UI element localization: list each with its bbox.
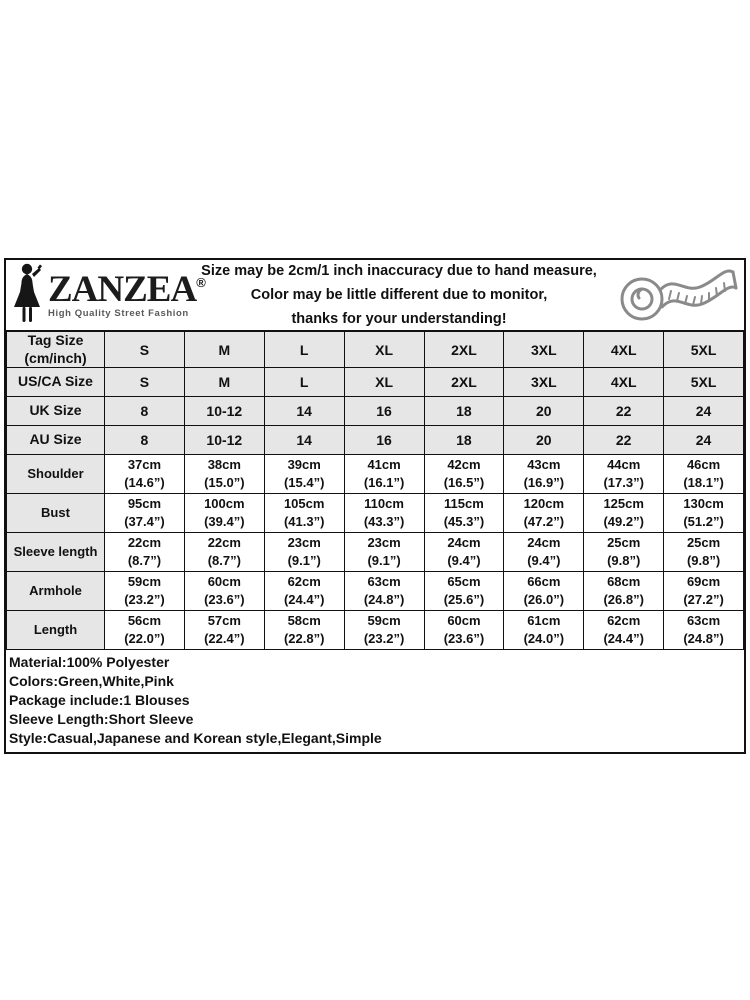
measure-cell: 62cm (24.4”) <box>264 572 344 611</box>
size-cell: 22 <box>584 397 664 426</box>
measure-cell: 22cm (8.7”) <box>184 533 264 572</box>
detail-package: Package include:1 Blouses <box>9 692 190 708</box>
product-details <box>6 650 744 752</box>
size-cell: 18 <box>424 397 504 426</box>
size-cell: M <box>184 368 264 397</box>
measure-cell: 43cm (16.9”) <box>504 455 584 494</box>
measure-cell: 59cm (23.2”) <box>105 572 185 611</box>
measure-cell: 65cm (25.6”) <box>424 572 504 611</box>
measure-cell: 57cm (22.4”) <box>184 611 264 650</box>
size-cell: 16 <box>344 397 424 426</box>
table-row-shoulder <box>7 455 744 494</box>
size-cell: 24 <box>664 426 744 455</box>
table-row-uk-size <box>7 397 744 426</box>
row-label: Bust <box>7 494 105 533</box>
row-label: Sleeve length <box>7 533 105 572</box>
measure-cell: 41cm (16.1”) <box>344 455 424 494</box>
detail-material: Material:100% Polyester <box>9 654 170 670</box>
measure-cell: 23cm (9.1”) <box>344 533 424 572</box>
measure-cell: 39cm (15.4”) <box>264 455 344 494</box>
size-cell: M <box>184 332 264 368</box>
row-label: Tag Size (cm/inch) <box>7 332 105 368</box>
size-cell: 20 <box>504 426 584 455</box>
size-cell: 3XL <box>504 332 584 368</box>
measure-cell: 60cm (23.6”) <box>184 572 264 611</box>
measure-cell: 95cm (37.4”) <box>105 494 185 533</box>
measure-cell: 62cm (24.4”) <box>584 611 664 650</box>
table-row-tag-size <box>7 332 744 368</box>
size-cell: 8 <box>105 426 185 455</box>
measure-cell: 100cm (39.4”) <box>184 494 264 533</box>
measure-cell: 25cm (9.8”) <box>584 533 664 572</box>
size-chart-table <box>6 331 744 650</box>
notice-line-2: Color may be little different due to monitor, <box>250 287 548 303</box>
measure-cell: 63cm (24.8”) <box>664 611 744 650</box>
size-cell: S <box>105 368 185 397</box>
measure-cell: 46cm (18.1”) <box>664 455 744 494</box>
row-label: Length <box>7 611 105 650</box>
size-cell: 5XL <box>664 332 744 368</box>
measure-cell: 42cm (16.5”) <box>424 455 504 494</box>
size-cell: 20 <box>504 397 584 426</box>
detail-colors: Colors:Green,White,Pink <box>9 673 174 689</box>
measurement-notice <box>192 259 606 331</box>
measure-cell: 63cm (24.8”) <box>344 572 424 611</box>
measure-cell: 110cm (43.3”) <box>344 494 424 533</box>
measure-cell: 25cm (9.8”) <box>664 533 744 572</box>
table-row-usca-size <box>7 368 744 397</box>
size-cell: 4XL <box>584 368 664 397</box>
measure-cell: 125cm (49.2”) <box>584 494 664 533</box>
measure-cell: 120cm (47.2”) <box>504 494 584 533</box>
detail-style: Style:Casual,Japanese and Korean style,Elegant,Simple <box>9 730 382 746</box>
table-row-sleeve-length <box>7 533 744 572</box>
measure-cell: 44cm (17.3”) <box>584 455 664 494</box>
size-cell: 4XL <box>584 332 664 368</box>
measure-cell: 130cm (51.2”) <box>664 494 744 533</box>
measure-cell: 105cm (41.3”) <box>264 494 344 533</box>
measure-cell: 56cm (22.0”) <box>105 611 185 650</box>
detail-sleeve-length: Sleeve Length:Short Sleeve <box>9 711 194 727</box>
header <box>6 260 744 331</box>
size-cell: 16 <box>344 426 424 455</box>
measure-cell: 68cm (26.8”) <box>584 572 664 611</box>
measure-cell: 115cm (45.3”) <box>424 494 504 533</box>
measure-cell: 58cm (22.8”) <box>264 611 344 650</box>
size-cell: 3XL <box>504 368 584 397</box>
brand-wordmark <box>48 271 206 319</box>
row-label: UK Size <box>7 397 105 426</box>
table-row-armhole <box>7 572 744 611</box>
size-cell: 5XL <box>664 368 744 397</box>
measure-cell: 60cm (23.6”) <box>424 611 504 650</box>
measure-cell: 59cm (23.2”) <box>344 611 424 650</box>
size-cell: S <box>105 332 185 368</box>
row-label: Shoulder <box>7 455 105 494</box>
measure-cell: 37cm (14.6”) <box>105 455 185 494</box>
measure-cell: 66cm (26.0”) <box>504 572 584 611</box>
size-cell: XL <box>344 368 424 397</box>
size-cell: 10-12 <box>184 397 264 426</box>
size-cell: 2XL <box>424 332 504 368</box>
measure-cell: 61cm (24.0”) <box>504 611 584 650</box>
notice-line-3: thanks for your understanding! <box>291 311 507 327</box>
size-cell: 2XL <box>424 368 504 397</box>
size-cell: 14 <box>264 397 344 426</box>
size-cell: 14 <box>264 426 344 455</box>
size-cell: 22 <box>584 426 664 455</box>
size-cell: 10-12 <box>184 426 264 455</box>
registered-mark: ® <box>196 275 206 291</box>
brand-name: ZANZEA® <box>48 269 206 311</box>
measure-cell: 22cm (8.7”) <box>105 533 185 572</box>
row-label: Armhole <box>7 572 105 611</box>
measuring-tape-icon <box>606 263 744 327</box>
measure-cell: 23cm (9.1”) <box>264 533 344 572</box>
size-chart-sheet <box>4 258 746 754</box>
size-cell: 24 <box>664 397 744 426</box>
size-cell: L <box>264 332 344 368</box>
woman-silhouette-icon <box>12 262 46 329</box>
measure-cell: 69cm (27.2”) <box>664 572 744 611</box>
row-label: US/CA Size <box>7 368 105 397</box>
size-cell: XL <box>344 332 424 368</box>
measure-cell: 24cm (9.4”) <box>424 533 504 572</box>
measure-cell: 38cm (15.0”) <box>184 455 264 494</box>
size-cell: 8 <box>105 397 185 426</box>
table-row-bust <box>7 494 744 533</box>
row-label: AU Size <box>7 426 105 455</box>
table-row-au-size <box>7 426 744 455</box>
table-row-length <box>7 611 744 650</box>
brand-tagline: High Quality Street Fashion <box>48 308 189 320</box>
measure-cell: 24cm (9.4”) <box>504 533 584 572</box>
notice-line-1: Size may be 2cm/1 inch inaccuracy due to hand measure, <box>201 263 597 279</box>
brand-logo <box>6 262 206 329</box>
size-cell: L <box>264 368 344 397</box>
size-cell: 18 <box>424 426 504 455</box>
